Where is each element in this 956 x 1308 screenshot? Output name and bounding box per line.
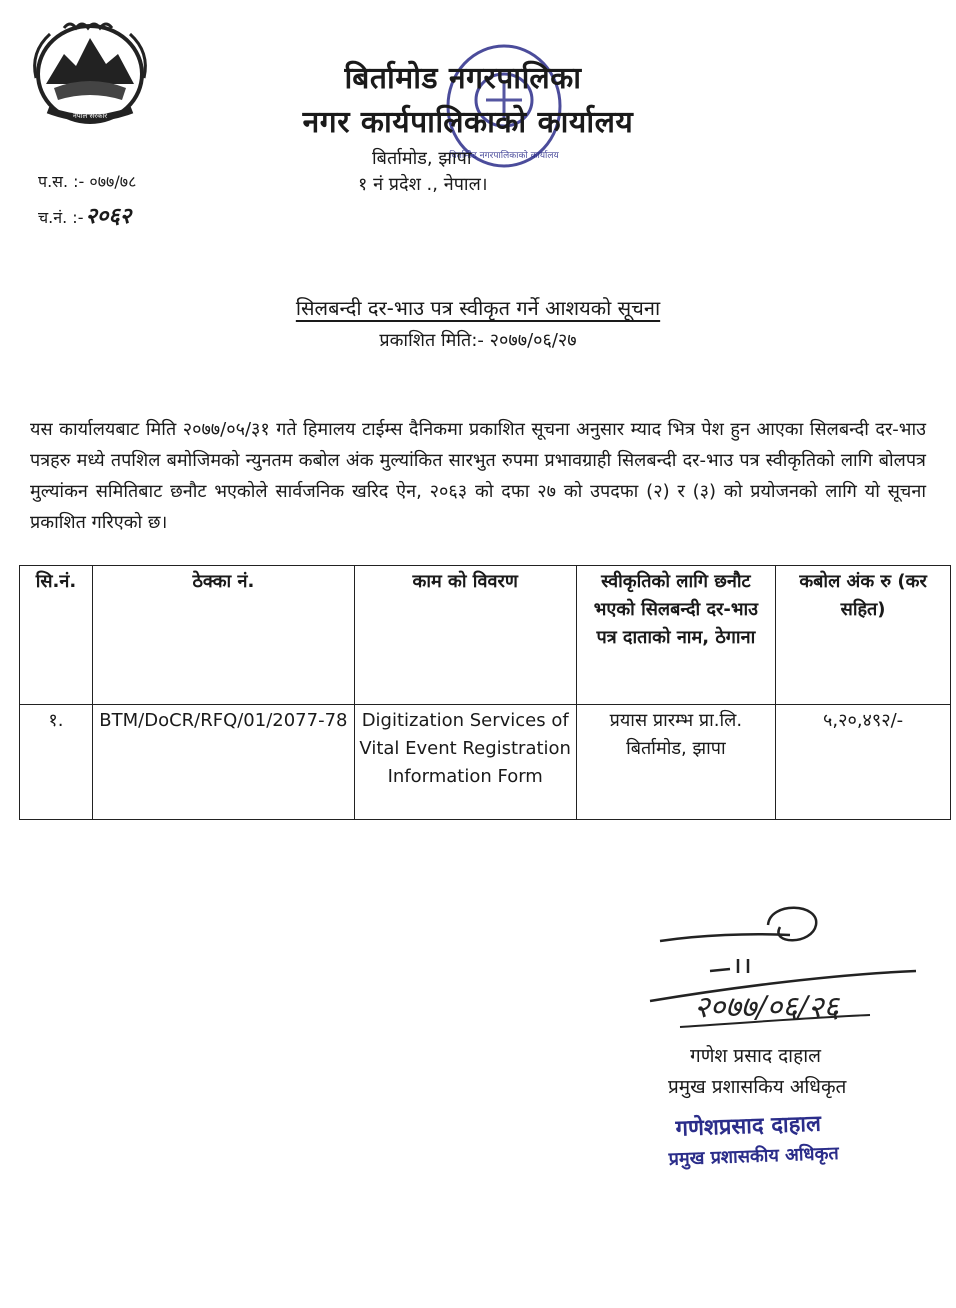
signatory-designation: प्रमुख प्रशासकिय अधिकृत (668, 1076, 847, 1098)
office-name-line1: बिर्तामोड नगरपालिका (344, 61, 582, 96)
office-name-line2: नगर कार्यपालिकाको कार्यालय (302, 105, 634, 140)
cell-sn: १. (20, 705, 93, 820)
cell-contract-no: BTM/DoCR/RFQ/01/2077-78 (92, 705, 354, 820)
cn-value: २०६२ (85, 203, 132, 229)
cell-description: Digitization Services of Vital Event Registration Information Form (354, 705, 576, 820)
published-label: प्रकाशित मिति:- (379, 330, 484, 351)
signed-date: २०७७/०६/२६ (694, 990, 840, 1025)
notice-title: सिलबन्दी दर-भाउ पत्र स्वीकृत गर्ने आशयको सूचना (295, 296, 661, 320)
notice-body: यस कार्यालयबाट मिति २०७७/०५/३१ गते हिमालय टाईम्स दैनिकमा प्रकाशित सूचना अनुसार म्याद भित्र पेश हुन आएका सिलबन्दी दर-भाउ पत्रहरु मध्ये तपशिल बमोजिमको न्युनतम कबोल अंक मुल्यांकित सारभुत रुपमा प्रभावग्राही सिलबन्दी दर-भाउ पत्र स्वीकृतिको लागि बोलपत्र मुल्यांकन समितिबाट छनौट भएकोले सार्वजनिक खरिद ऐन, २०६३ को दफा २७ को उपदफा (२) र (३) को प्रयोजनको लागि यो सूचना प्रकाशित गरिएको छ। (30, 419, 926, 533)
header-bidder: स्वीकृतिको लागि छनौट भएको सिलबन्दी दर-भाउ पत्र दाताको नाम, ठेगाना (576, 566, 776, 705)
name-stamp (667, 1107, 839, 1171)
published-date-value: २०७७/०६/२७ (489, 330, 577, 351)
signatory-name: गणेश प्रसाद दाहाल (690, 1045, 822, 1067)
table-row (20, 705, 951, 820)
ps-label: प.स. :- (38, 172, 85, 191)
cell-amount: ५,२०,४९२/- (776, 705, 951, 820)
stamp-name: गणेशप्रसाद दाहाल (675, 1110, 822, 1142)
handwritten-signature-icon (620, 905, 920, 1035)
published-date (0, 328, 956, 352)
bid-table (19, 565, 951, 820)
emblem-label: नेपाल सरकार (72, 112, 108, 120)
cell-bidder: प्रयास प्रारम्भ प्रा.लि. बिर्तामोड, झापा (576, 705, 776, 820)
header-sn: सि.नं. (20, 566, 93, 705)
header-amount: कबोल अंक रु (कर सहित) (776, 566, 951, 705)
cn-reference (38, 200, 131, 230)
cn-label: च.नं. :- (38, 208, 84, 227)
ps-reference (38, 170, 136, 192)
address-line2: १ नं प्रदेश ., नेपाल। (358, 174, 488, 195)
header-contract-no: ठेक्का नं. (92, 566, 354, 705)
address-line1: बिर्तामोड, झापा (372, 148, 472, 169)
stamp-designation: प्रमुख प्रशासकीय अधिकृत (668, 1143, 840, 1170)
stamp-label: बिर्तामोड नगरपालिकाको कार्यालय (449, 151, 559, 161)
ps-value: ०७७/७८ (89, 172, 137, 191)
table-header-row (20, 566, 951, 705)
header-description: काम को विवरण (354, 566, 576, 705)
